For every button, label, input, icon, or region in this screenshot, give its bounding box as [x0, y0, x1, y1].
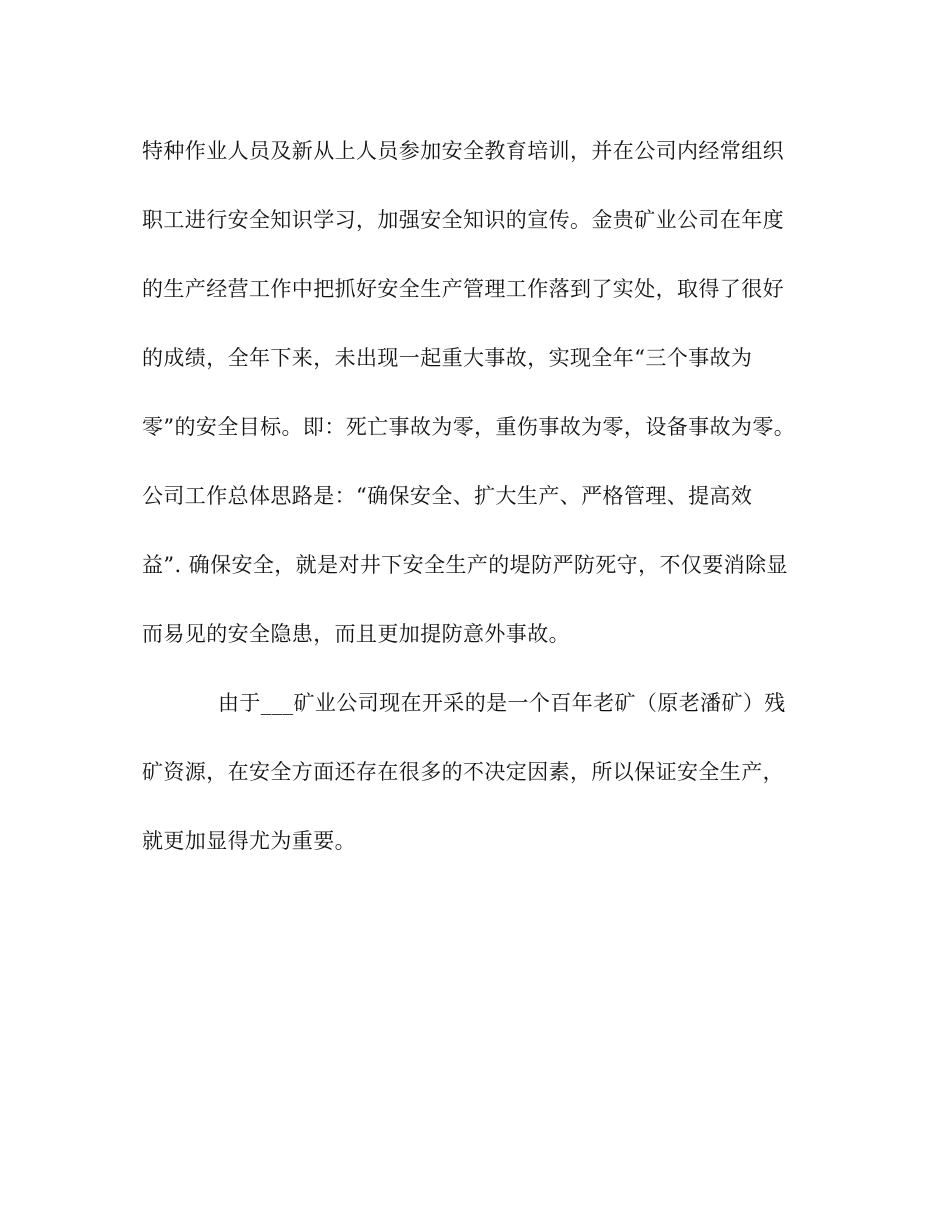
text-line: 而易见的安全隐患，而且更加提防意外事故。 — [142, 622, 570, 646]
text-line: 的生产经营工作中把抓好安全生产管理工作落到了实处，取得了很好 — [142, 277, 784, 301]
paragraph-start-line: 由于___矿业公司现在开采的是一个百年老矿（原老潘矿）残 — [218, 691, 786, 715]
text-line: 公司工作总体思路是：“确保安全、扩大生产、严格管理、提高效 — [142, 484, 753, 508]
text-line: 益”. 确保安全，就是对井下安全生产的堤防严防死守，不仅要消除显 — [142, 553, 788, 577]
text-line: 零”的安全目标。即：死亡事故为零，重伤事故为零，设备事故为零。 — [142, 415, 796, 439]
text-line: 的成绩，全年下来，未出现一起重大事故，实现全年“三个事故为 — [142, 346, 753, 370]
text-line: 就更加显得尤为重要。 — [142, 829, 356, 853]
text-line: 特种作业人员及新从上人员参加安全教育培训，并在公司内经常组织 — [142, 139, 784, 163]
body-text — [142, 139, 822, 898]
text-line: 矿资源，在安全方面还存在很多的不决定因素，所以保证安全生产， — [142, 760, 784, 784]
text-line: 职工进行安全知识学习，加强安全知识的宣传。金贵矿业公司在年度 — [142, 208, 784, 232]
